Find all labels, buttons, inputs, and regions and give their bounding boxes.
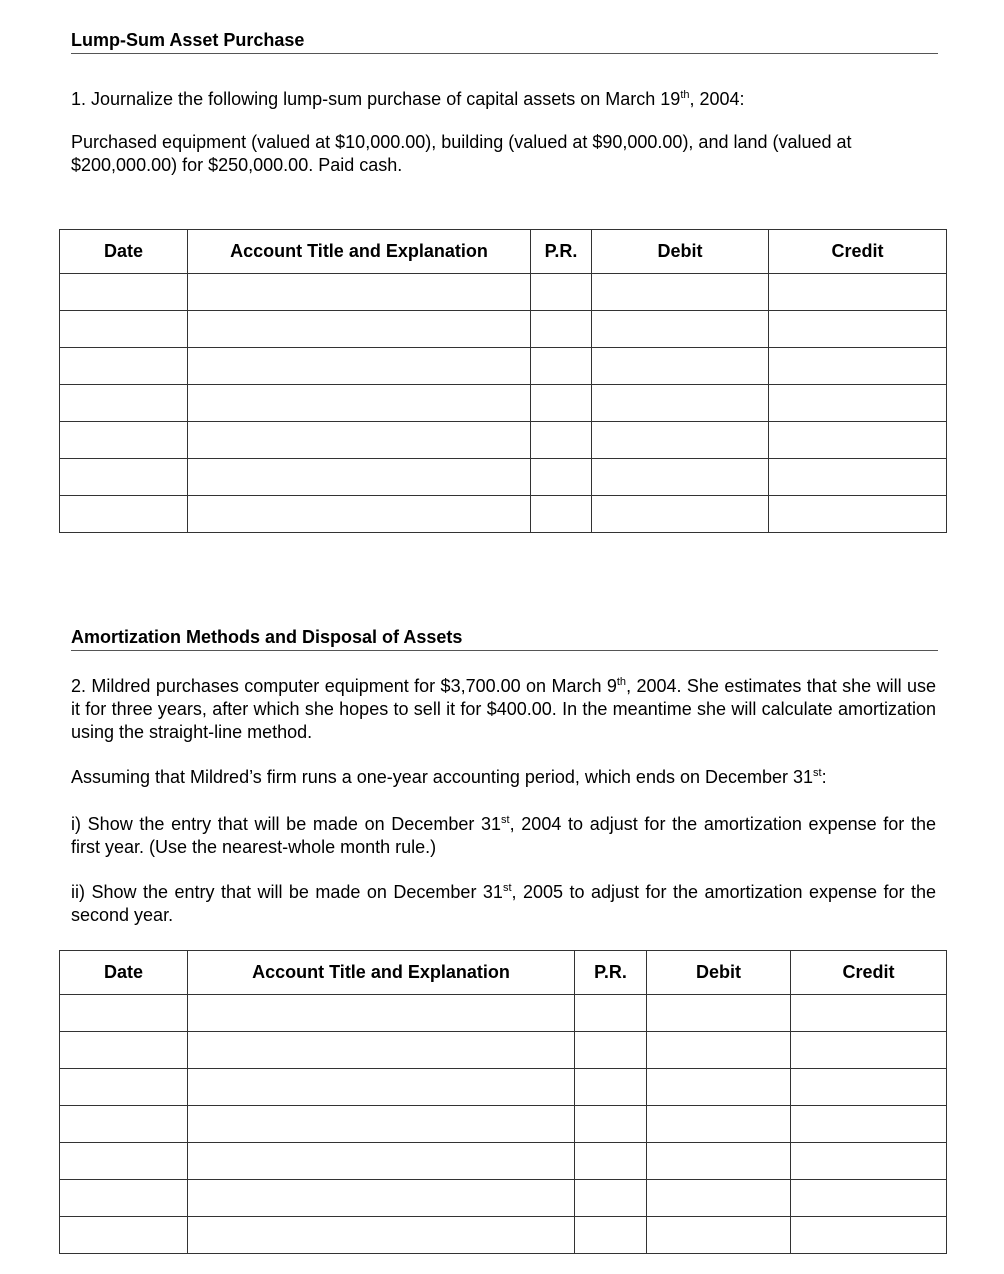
cell-debit[interactable] [592, 459, 769, 496]
cell-account[interactable] [188, 1217, 575, 1254]
journal-header-row [60, 951, 947, 995]
journal-row [60, 311, 947, 348]
part-ii-sup: st [502, 882, 512, 894]
question-2-text: 2. Mildred purchases computer equipment for $3,700.00 on March 9 [71, 676, 617, 696]
journal-table-2 [59, 950, 947, 1254]
col-header-pr: P.R. [531, 230, 592, 274]
question-2-suffix: , 2004. She estimates that she will use it for three years, after which she hopes to sell it for $400.00. In the meantime she will calculate amortization using the straight-line method. [71, 676, 936, 742]
cell-date[interactable] [60, 348, 188, 385]
journal-row [60, 496, 947, 533]
cell-pr[interactable] [531, 385, 592, 422]
journal-row [60, 459, 947, 496]
cell-date[interactable] [60, 1143, 188, 1180]
cell-pr[interactable] [575, 1069, 647, 1106]
cell-debit[interactable] [592, 496, 769, 533]
cell-account[interactable] [188, 311, 531, 348]
cell-debit[interactable] [647, 1069, 791, 1106]
col-header-pr: P.R. [575, 951, 647, 995]
section-title-lump-sum: Lump-Sum Asset Purchase [71, 29, 938, 54]
journal-row [60, 422, 947, 459]
cell-credit[interactable] [791, 1217, 947, 1254]
cell-date[interactable] [60, 1032, 188, 1069]
cell-credit[interactable] [769, 385, 947, 422]
cell-credit[interactable] [769, 496, 947, 533]
cell-credit[interactable] [791, 1069, 947, 1106]
cell-debit[interactable] [592, 385, 769, 422]
question-1 [71, 88, 936, 111]
cell-pr[interactable] [575, 1143, 647, 1180]
cell-pr[interactable] [575, 995, 647, 1032]
cell-credit[interactable] [769, 348, 947, 385]
journal-row [60, 1143, 947, 1180]
cell-credit[interactable] [791, 1143, 947, 1180]
cell-date[interactable] [60, 1180, 188, 1217]
journal-row [60, 1106, 947, 1143]
cell-account[interactable] [188, 1143, 575, 1180]
journal-row [60, 348, 947, 385]
cell-pr[interactable] [575, 1217, 647, 1254]
cell-account[interactable] [188, 1032, 575, 1069]
cell-date[interactable] [60, 1069, 188, 1106]
cell-pr[interactable] [575, 1180, 647, 1217]
cell-debit[interactable] [592, 422, 769, 459]
cell-debit[interactable] [647, 1106, 791, 1143]
part-i-suffix: , 2004 to adjust for the amortization expense for the first year. (Use the nearest-whole month rule.) [71, 814, 937, 857]
cell-pr[interactable] [531, 311, 592, 348]
cell-account[interactable] [188, 385, 531, 422]
journal-row [60, 1032, 947, 1069]
cell-account[interactable] [188, 459, 531, 496]
cell-pr[interactable] [531, 496, 592, 533]
col-header-date: Date [60, 951, 188, 995]
cell-debit[interactable] [647, 995, 791, 1032]
cell-date[interactable] [60, 311, 188, 348]
part-ii [71, 881, 936, 927]
cell-debit[interactable] [647, 1217, 791, 1254]
cell-credit[interactable] [769, 422, 947, 459]
journal-row [60, 995, 947, 1032]
part-ii-suffix: , 2005 to adjust for the amortization expense for the second year. [71, 882, 936, 925]
cell-date[interactable] [60, 459, 188, 496]
col-header-credit: Credit [769, 230, 947, 274]
cell-account[interactable] [188, 422, 531, 459]
cell-debit[interactable] [592, 348, 769, 385]
cell-debit[interactable] [592, 274, 769, 311]
cell-date[interactable] [60, 274, 188, 311]
cell-credit[interactable] [769, 459, 947, 496]
journal-row [60, 1069, 947, 1106]
cell-account[interactable] [188, 496, 531, 533]
cell-debit[interactable] [592, 311, 769, 348]
assumption-sup: st [813, 767, 822, 779]
journal-header-row [60, 230, 947, 274]
cell-pr[interactable] [575, 1032, 647, 1069]
cell-debit[interactable] [647, 1032, 791, 1069]
cell-account[interactable] [188, 1180, 575, 1217]
cell-pr[interactable] [575, 1106, 647, 1143]
col-header-account: Account Title and Explanation [188, 951, 575, 995]
part-ii-prefix: ii) Show the entry that will be made on December 31 [71, 882, 503, 902]
assumption-text [71, 766, 936, 789]
cell-credit[interactable] [791, 1106, 947, 1143]
cell-credit[interactable] [791, 1032, 947, 1069]
question-2 [71, 675, 936, 744]
col-header-account: Account Title and Explanation [188, 230, 531, 274]
journal-row [60, 1217, 947, 1254]
assumption-prefix: Assuming that Mildred’s firm runs a one-year accounting period, which ends on December 31 [71, 767, 814, 787]
question-1-sup: th [680, 89, 690, 101]
col-header-credit: Credit [791, 951, 947, 995]
cell-date[interactable] [60, 496, 188, 533]
journal-row [60, 274, 947, 311]
cell-credit[interactable] [769, 311, 947, 348]
part-i-sup: st [501, 814, 510, 826]
cell-debit[interactable] [647, 1180, 791, 1217]
cell-credit[interactable] [791, 995, 947, 1032]
cell-account[interactable] [188, 348, 531, 385]
cell-pr[interactable] [531, 459, 592, 496]
section-title-amortization: Amortization Methods and Disposal of Assets [71, 626, 938, 651]
cell-pr[interactable] [531, 348, 592, 385]
journal-row [60, 1180, 947, 1217]
cell-account[interactable] [188, 995, 575, 1032]
purchase-details: Purchased equipment (valued at $10,000.00), building (valued at $90,000.00), and land (valued at $200,000.00) for $250,000.00. Paid cash. [71, 132, 852, 175]
journal-table-1 [59, 229, 947, 533]
cell-account[interactable] [188, 274, 531, 311]
cell-debit[interactable] [647, 1143, 791, 1180]
part-i-prefix: i) Show the entry that will be made on December 31 [71, 814, 502, 834]
cell-date[interactable] [60, 1106, 188, 1143]
cell-date[interactable] [60, 1217, 188, 1254]
cell-date[interactable] [60, 995, 188, 1032]
question-2-sup: th [616, 676, 627, 688]
cell-account[interactable] [188, 1069, 575, 1106]
question-1-suffix: , 2004: [689, 89, 745, 109]
cell-pr[interactable] [531, 274, 592, 311]
question-1-text: 1. Journalize the following lump-sum purchase of capital assets on March 19 [71, 89, 681, 109]
cell-credit[interactable] [791, 1180, 947, 1217]
cell-pr[interactable] [531, 422, 592, 459]
journal-row [60, 385, 947, 422]
cell-credit[interactable] [769, 274, 947, 311]
cell-date[interactable] [60, 422, 188, 459]
cell-account[interactable] [188, 1106, 575, 1143]
col-header-debit: Debit [647, 951, 791, 995]
assumption-suffix: : [821, 767, 827, 787]
col-header-date: Date [60, 230, 188, 274]
col-header-debit: Debit [592, 230, 769, 274]
part-i [71, 813, 936, 859]
cell-date[interactable] [60, 385, 188, 422]
